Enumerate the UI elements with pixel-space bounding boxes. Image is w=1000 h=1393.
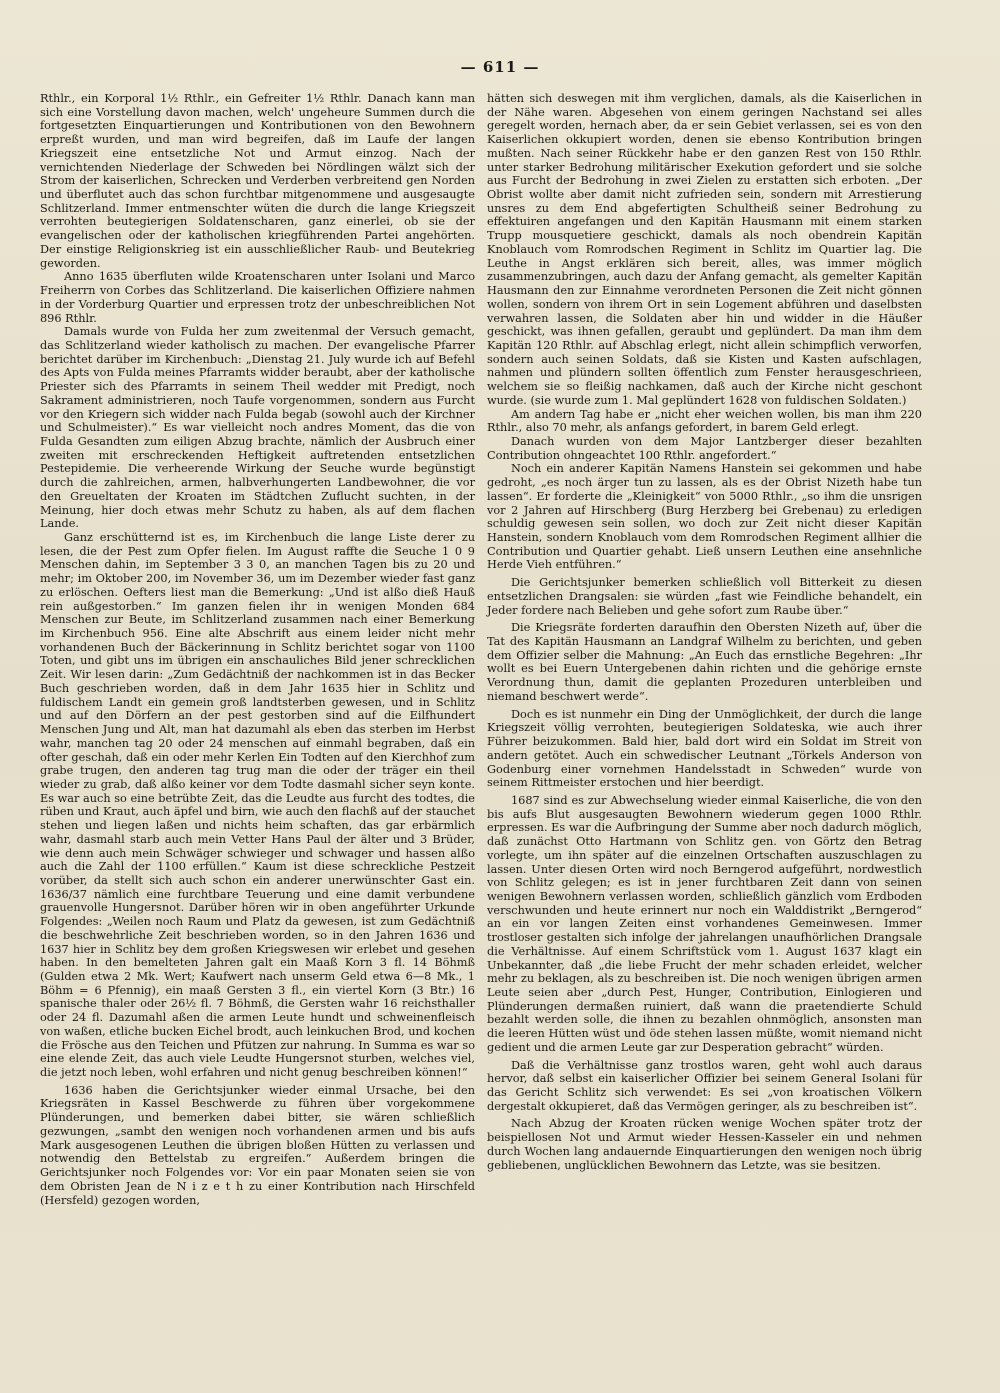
paragraph: Die Gerichtsjunker bemerken schließlich voll Bitterkeit zu diesen entsetzlichen Drangsalen: sie würden „fast wie Feindliche behandelt, ein Jeder fordere nach Belieben und gehe sofort zum Raube über.“ — [487, 576, 922, 617]
paragraph: Am andern Tag habe er „nicht eher weichen wollen, bis man ihm 220 Rthlr., also 70 mehr, als anfangs gefordert, in barem Geld erlegt. — [487, 407, 922, 435]
paragraph: Doch es ist nunmehr ein Ding der Unmöglichkeit, der durch die lange Kriegszeit völlig verrohten, beutegierigen Soldateska, wie auch ihrer Führer beizukommen. Bald hier, bald dort wird ein Soldat im Streit von andern getötet. Auch ein schwedischer Leutnant „Törkels Anderson von Godenburg einer vornehmen Handelsstadt in Schweden“ wurde von seinem Rittmeister erstochen und hier beerdigt. — [487, 707, 922, 790]
paragraph: Nach Abzug der Kroaten rücken wenige Wochen später trotz der beispiellosen Not und Armut wieder Hessen-Kasseler ein und nehmen durch Wochen lang andauernde Einquartierungen den wenigen noch übrig gebliebenen, unglücklichen Bewohnern das Letzte, was sie besitzen. — [487, 1117, 922, 1172]
paragraph: Ganz erschütternd ist es, im Kirchenbuch die lange Liste derer zu lesen, die der Pest zum Opfer fielen. Im August raffte die Seuche 1 0 9 Menschen dahin, im September 3 3 0, an manchen Tagen bis zu 20 und mehr; im Oktober 200, im November 36, um im Dezember wieder fast ganz zu erlöschen. Oefters liest man die Bemerkung: „Und ist alßo dieß Hauß rein außgestorben.“ Im ganzen fielen ihr in wenigen Monden 684 Menschen zur Beute, im Schlitzerland zusammen nach einer Bemerkung im Kirchenbuch 956. Eine alte Abschrift aus einem leider nicht mehr vorhandenen Buch der Bäckerinnung in Schlitz berichtet sogar von 1100 Toten, und gibt uns im übrigen ein anschauliches Bild jener schrecklichen Zeit. Wir lesen darin: „Zum Gedächtniß der nachkommen ist in das Becker Buch geschrieben worden, daß in dem Jahr 1635 hier in Schlitz und fuldischem Landt ein gemein groß landtsterben gewesen, und in Schlitz und auf den Dörfern an der pest gestorben sind auf die Eilfhundert Menschen Jung und Alt, man hat dazumahl als eben das sterben im Herbst wahr, manchen tag 20 oder 24 menschen auf einmahl begraben, daß ein ofter geschah, daß ein oder mehr Kerlen Ein Todten auf den Kierchhof zum grabe trugen, den anderen tag trug man die oder der träger ein theil wieder zu grab, daß alßo keiner vor dem Todte dasmahl sicher seyn konte. Es war auch so eine betrübte Zeit, das die Leudte aus furcht des todtes, die rüben und Kraut, auch äpfel und birn, wie auch den flachß auf der stauchet stehen und liegen laßen und nichts heim schaften, das gar erbärmlich wahr, dasmahl starb auch mein Vetter Hans Paul der älter und 3 Brüder, wie denn auch mein Schwäger schwieger und schwager und hassen alßo auch die Zahl der 1100 erfüllen.“ Kaum ist diese schreckliche Pestzeit vorüber, da stellt sich auch schon ein anderer unerwünschter Gast ein. 1636/37 nämlich eine furchtbare Teuerung und eine damit verbundene grauenvolle Hungersnot. Darüber hören wir in oben angeführter Urkunde Folgendes: „Weilen noch Raum und Platz da gewesen, ist zum Gedächtniß die beschwehrliche Zeit beschrieben worden, so in den Jahren 1636 und 1637 hier in Schlitz bey dem großen Kriegswesen wir erlebet und gesehen haben. In den bemelteten Jahren galt ein Maaß Korn 3 fl. 14 Böhmß (Gulden etwa 2 Mk. Wert; Kaufwert nach unserm Geld etwa 6—8 Mk., 1 Böhm = 6 Pfennig), ein maaß Gersten 3 fl., ein viertel Korn (3 Btr.) 16 spanische thaler oder 26½ fl. 7 Böhmß, die Gersten wahr 16 reichsthaller oder 24 fl. Dazumahl aßen die armen Leute hundt und schweinenfleisch von waßen, etliche bucken Eichel brodt, auch leinkuchen Brod, und kochen die Frösche aus den Teichen und Pfützen zur nahrung. In Summa es war so eine elende Zeit, das auch viele Leudte Hungersnot sturben, welches viel, die jetzt noch leben, wohl erfahren und nicht genug beschreiben können!“ — [40, 531, 475, 1080]
paragraph: Daß die Verhältnisse ganz trostlos waren, geht wohl auch daraus hervor, daß selbst ein kaiserlicher Offizier bei seinem General Isolani für das Gericht Schlitz sich verwendet: Es sei „von kroatischen Völkern dergestalt okkupieret, daß das Vermögen geringer, als zu beschreiben ist“. — [487, 1058, 922, 1113]
paragraph: Damals wurde von Fulda her zum zweitenmal der Versuch gemacht, das Schlitzerland wieder katholisch zu machen. Der evangelische Pfarrer berichtet darüber im Kirchenbuch: „Dienstag 21. July wurde ich auf Befehl des Apts von Fulda meines Pfarramts widder beraubt, aber der katholische Priester sich des Pfarramts in seinem Theil wedder mit Predigt, noch Sakrament administrieren, noch Taufe vorgenommen, sondern aus Furcht vor den Kriegern sich widder nach Fulda begab (sowohl auch der Kirchner und Schulmeister).“ Es war vielleicht noch andres Moment, das die von Fulda Gesandten zum eiligen Abzug brachte, nämlich der Ausbruch einer zweiten mit erschreckenden Heftigkeit auftretenden entsetzlichen Pestepidemie. Die verheerende Wirkung der Seuche wurde begünstigt durch die zahlreichen, armen, halbverhungerten Landbewohner, die vor den Greueltaten der Kroaten im Städtchen Zuflucht suchten, in der Meinung, hier doch etwas mehr Schutz zu haben, als auf dem flachen Lande. — [40, 325, 475, 531]
right-column — [487, 92, 922, 1172]
paragraph: Rthlr., ein Korporal 1½ Rthlr., ein Gefreiter 1½ Rthlr. Danach kann man sich eine Vorstellung davon machen, welch' ungeheure Summen durch die fortgesetzten Einquartierungen und Kontributionen von den Bewohnern erpreßt wurden, und man wird begreifen, daß im Laufe der langen Kriegszeit eine entsetzliche Not und Armut einzog. Nach der vernichtenden Niederlage der Schweden bei Nördlingen wälzt sich der Strom der kaiserlichen, Schrecken und Verderben verbreitend gen Norden und überflutet auch das schon furchtbar mitgenommene und ausgesaugte Schlitzerland. Immer entmenschter wüten die durch die lange Kriegszeit verrohten beutegierigen Soldatenscharen, ganz einerlei, ob sie der evangelischen oder der katholischen kriegführenden Partei angehörten. Der einstige Religionskrieg ist ein ausschließlicher Raub- und Beutekrieg geworden. — [40, 92, 475, 270]
paragraph: Anno 1635 überfluten wilde Kroatenscharen unter Isolani und Marco Freiherrn von Corbes das Schlitzerland. Die kaiserlichen Offiziere nahmen in der Vorderburg Quartier und erpressen trotz der unbeschreiblichen Not 896 Rthlr. — [40, 270, 475, 325]
left-column — [40, 92, 475, 1207]
paragraph: Noch ein anderer Kapitän Namens Hanstein sei gekommen und habe gedroht, „es noch ärger tun zu lassen, als es der Obrist Nizeth habe tun lassen“. Er forderte die „Kleinigkeit“ von 5000 Rthlr., „so ihm die unsrigen vor 2 Jahren auf Hirschberg (Burg Herzberg bei Grebenau) zu erledigen schuldig gewesen sein sollen, wo doch zur Zeit nicht dieser Kapitän Hanstein, sondern Knoblauch vom dem Romrodschen Regiment allhier die Contribution und Quartier gehabt. Ließ unsern Leuthen eine ansehnliche Herde Vieh entführen.“ — [487, 462, 922, 572]
paragraph: Danach wurden von dem Major Lantzberger dieser bezahlten Contribution ohngeachtet 100 Rthlr. angefordert.“ — [487, 434, 922, 462]
page-number: — 611 — — [460, 58, 540, 76]
paragraph: 1687 sind es zur Abwechselung wieder einmal Kaiserliche, die von den bis aufs Blut ausgesaugten Bewohnern wiederum gegen 1000 Rthlr. erpressen. Es war die Aufbringung der Summe aber noch dadurch möglich, daß zunächst Otto Hartmann von Schlitz gen. von Görtz den Betrag vorlegte, um ihn später auf die einzelnen Ortschaften auszuschlagen zu lassen. Unter diesen Orten wird noch Berngerod aufgeführt, nordwestlich von Schlitz gelegen; es ist in jener furchtbaren Zeit dann von seinen wenigen Bewohnern verlassen worden, schließlich gänzlich vom Erdboden verschwunden und heute erinnert nur noch ein Walddistrikt „Berngerod“ an ein vor langen Zeiten einst vorhandenes Gemeinwesen. Immer trostloser gestalten sich infolge der jahrelangen unaufhörlichen Drangsale die Verhältnisse. Auf einem Schriftstück vom 1. August 1637 klagt ein Unbekannter, daß „die liebe Frucht der mehr schaden erleidet, welcher mehr zu beklagen, als zu beschreiben ist. Die noch wenigen übrigen armen Leute seien aber „durch Pest, Hunger, Contribution, Einlogieren und Plünderungen dermaßen ruiniert, daß wann die praetendierte Schuld bezahlt werden solle, die ihnen zu bezahlen ohnmöglich, ansonsten man die leeren Hütten wüst und öde stehen lassen müßte, womit niemand nicht gedient und die armen Leute gar zur Desperation gebracht“ würden. — [487, 793, 922, 1054]
paragraph: hätten sich deswegen mit ihm verglichen, damals, als die Kaiserlichen in der Nähe waren. Abgesehen von einem geringen Nachstand sei alles geregelt worden, hernach aber, da er sein Gebiet verlassen, sei es von den Kaiserlichen okkupiert worden, denen sie ebenso Kontribution bringen mußten. Nach seiner Rückkehr habe er den ganzen Rest von 150 Rthlr. unter starker Bedrohung militärischer Exekution gefordert und sie solche aus Furcht der Bedrohung in zwei Zielen zu erstatten sich erboten. „Der Obrist wollte aber damit nicht zufrieden sein, sondern mit Arrestierung unsres zu dem End abgefertigten Schultheiß seiner Bedrohung zu effektuiren angefangen und den Kapitän Hausmann mit einem starken Trupp mousquetiere geschickt, damals als noch obendrein Kapitän Knoblauch vom Romrodschen Regiment in Schlitz im Quartier lag. Die Leuthe in Angst erklären sich bereit, alles, was immer möglich zusammenzubringen, auch dazu der Anfang gemacht, als gemelter Kapitän Hausmann den zur Einnahme verordneten Personen die Zeit nicht gönnen wollen, sondern von ihrem Ort in sein Logement abführen und daselbsten verwahren lassen, die Soldaten aber hin und widder in die Häußer geschickt, was ihnen gefallen, geraubt und geplündert. Da man ihm dem Kapitän 120 Rthlr. auf Abschlag erlegt, nicht allein schimpflich verworfen, sondern auch seinen Soldats, daß sie Kisten und Kasten aufschlagen, nahmen und plündern sollten öffentlich zum Fenster herausgeschrieen, welchem sie so fleißig nachkamen, daß auch der Kirche nicht geschont wurde. (sie wurde zum 1. Mal geplündert 1628 von fuldischen Soldaten.) — [487, 92, 922, 407]
paragraph: Die Kriegsräte forderten daraufhin den Obersten Nizeth auf, über die Tat des Kapitän Hausmann an Landgraf Wilhelm zu berichten, und geben dem Offizier selber die Mahnung: „An Euch das ernstliche Begehren: „Ihr wollt es bei Euern Untergebenen dahin richten und die gehörige ernste Verordnung thun, damit die geplanten Prozeduren unterbleiben und niemand beschwert werde“. — [487, 621, 922, 703]
paragraph: 1636 haben die Gerichtsjunker wieder einmal Ursache, bei den Kriegsräten in Kassel Beschwerde zu führen über vorgekommene Plünderungen, und bemerken dabei bitter, sie wären schließlich gezwungen, „sambt den wenigen noch vorhandenen armen und bis aufs Mark ausgesogenen Leuthen die übrigen bloßen Hütten zu verlassen und notwendig den Bettelstab zu ergreifen.“ Außerdem bringen die Gerichtsjunker noch Folgendes vor: Vor ein paar Monaten seien sie von dem Obristen Jean de N i z e t h zu einer Kontribution nach Hirschfeld (Hersfeld) gezogen worden, — [40, 1083, 475, 1207]
